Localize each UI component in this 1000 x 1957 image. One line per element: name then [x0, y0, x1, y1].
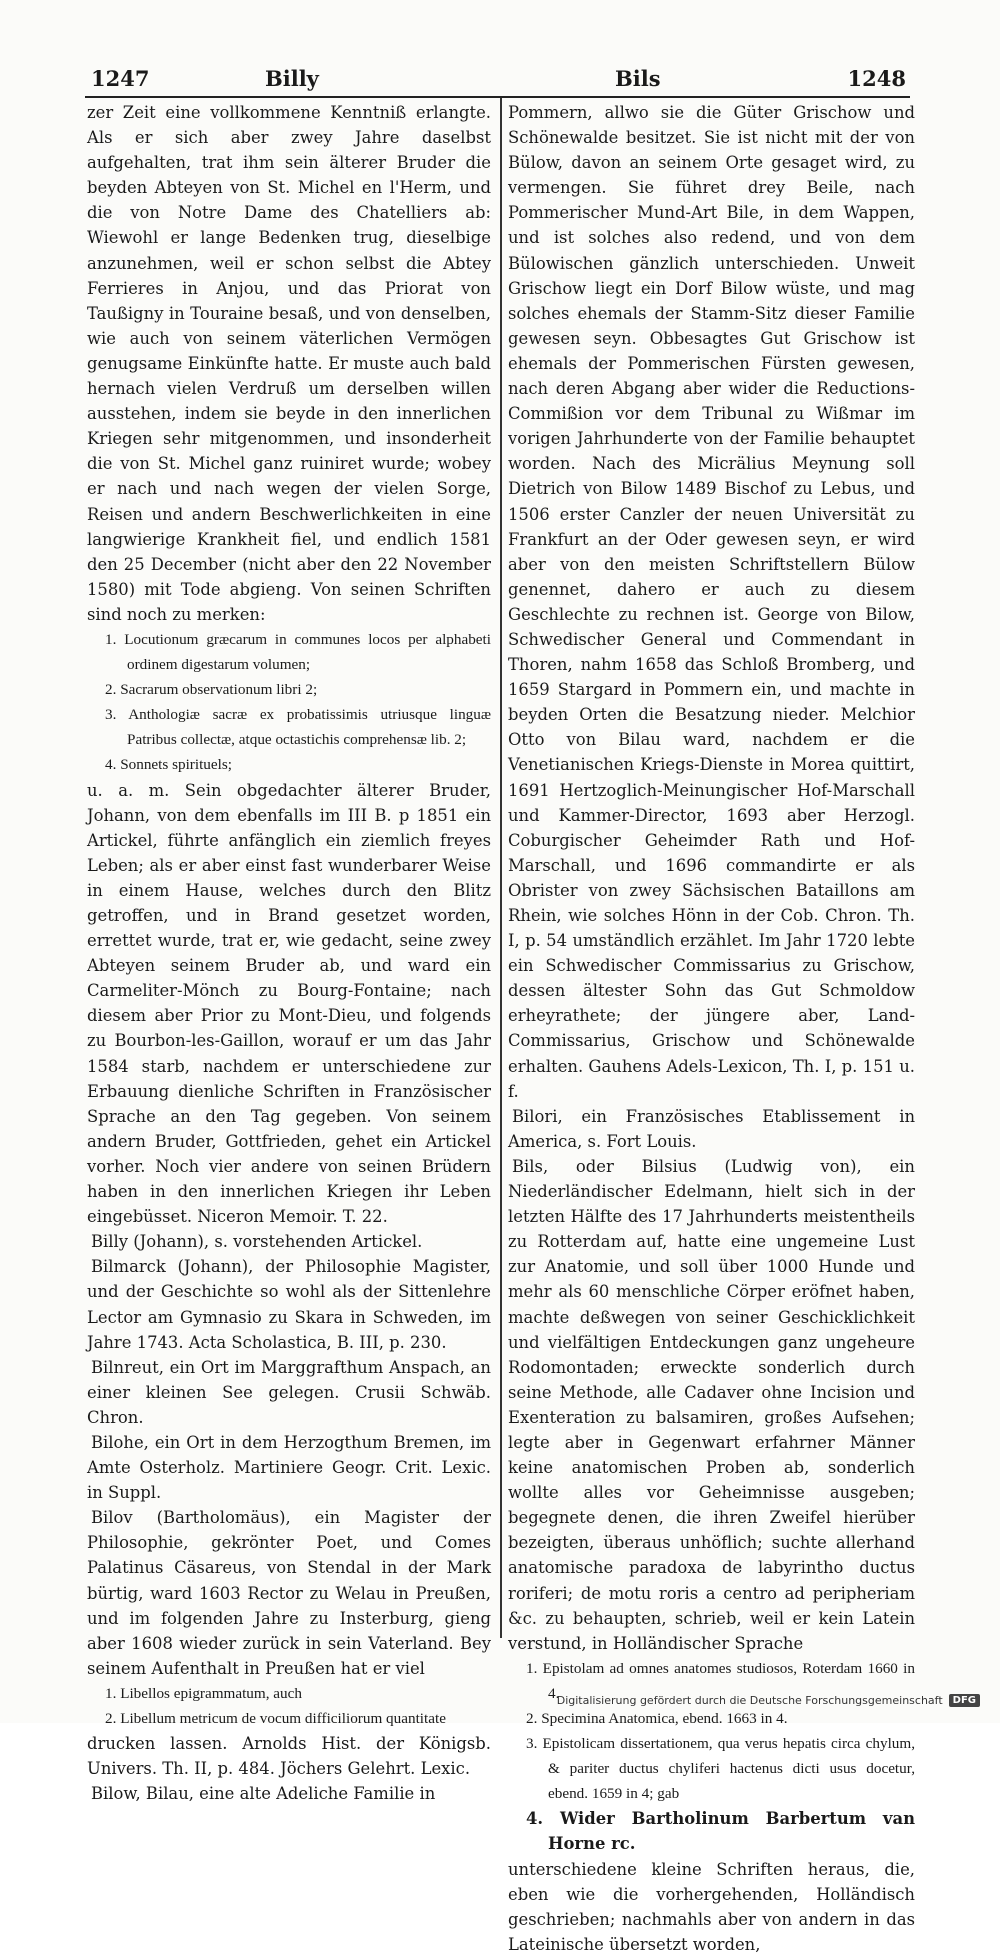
entry-bilov: Bilov (Bartholomäus), ein Magister der Philosophie, gekrönter Poet, und Comes Palatinus Cäsareus, von Stendal in der Mark bürtig, ward 1603 Rector zu Welau in Preußen, und im folgenden Jahre zu Insterburg, gieng aber 1608 wieder zurück in sein Vaterland. Bey seinem Aufenthalt in Preußen hat er viel	[87, 1508, 491, 1678]
entry-bilmarck: Bilmarck (Johann), der Philosophie Magister, und der Geschichte so wohl als der Sittenlehre Lector am Gymnasio zu Skara in Schweden, im Jahre 1743. Acta Scholastica, B. III, p. 230.	[87, 1257, 491, 1352]
work-item: 4. Sonnets spirituels;	[105, 756, 232, 774]
paragraph: zer Zeit eine vollkommene Kenntniß erlangte. Als er sich aber zwey Jahre daselbst aufgehalten, trat ihm sein älterer Bruder die beyden Abteyen von St. Michel en l'Herm, und die von Notre Dame des Chatelliers ab: Wiewohl er lange Bedenken trug, dieselbige anzunehmen, weil er schon selbst die Abtey Ferrieres in Anjou, und das Priorat von Taußigny in Touraine besaß, und von denselben, wie auch von seinem väterlichen Vermögen genugsame Einkünfte hatte. Er muste auch bald hernach vielen Verdruß um derselben willen ausstehen, indem sie beyde in den innerlichen Kriegen sehr mitgenommen, und insonderheit die von St. Michel ganz ruiniret wurde; wobey er nach und nach wegen der vielen Sorge, Reisen und andern Beschwerlichkeiten in eine langwierige Krankheit fiel, und endlich 1581 den 25 December (nicht aber den 22 November 1580) mit Tode abgieng. Von seinen Schriften sind noch zu merken:	[87, 103, 491, 624]
work-item: 4. Wider Bartholinum Barbertum van Horne rc.	[526, 1809, 915, 1854]
entry-bils: Bils, oder Bilsius (Ludwig von), ein Niederländischer Edelmann, hielt sich in der letzten Hälfte des 17 Jahrhunderts meistentheils zu Rotterdam auf, hatte eine ungemeine Lust zur Anatomie, und soll über 1000 Hunde und mehr als 60 menschliche Cörper eröfnet haben, machte deßwegen von seiner Geschicklichkeit und vielfältigen Entdeckungen ganz ungeheure Rodomontaden; erweckte sonderlich durch seine Methode, alle Cadaver ohne Incision und Exenteration zu balsamiren, großes Aufsehen; legte aber in Gegenwart erfahrner Männer keine anatomischen Proben ab, sonderlich wollte alles vor Geheimnisse ausgeben; begegnete denen, die ihren Zweifel hierüber bezeigten, überaus unhöflich; suchte allerhand anatomische paradoxa de labyrintho ductus roriferi; de motu roris a centro ad peripheriam &c. zu behaupten, schrieb, weil er kein Latein verstund, in Holländischer Sprache	[508, 1156, 915, 1653]
work-item: 2. Libellum metricum de vocum difficiliorum quantitate	[105, 1710, 446, 1727]
work-item: 2. Specimina Anatomica, ebend. 1663 in 4.	[526, 1710, 788, 1727]
page-header	[85, 62, 910, 98]
left-page-number: 1247	[91, 66, 150, 91]
work-item: 1. Libellos epigrammatum, auch	[105, 1684, 302, 1702]
column-divider	[500, 98, 502, 1638]
entry-bilori: Bilori, ein Französisches Etablissement in America, s. Fort Louis.	[508, 1106, 915, 1151]
right-page-number: 1248	[847, 66, 906, 91]
paragraph: unterschiedene kleine Schriften heraus, die, eben wie die vorhergehenden, Holländisch geschrieben; nachmahls aber von andern in das Lateinische übersetzt worden,	[508, 1859, 915, 1954]
entry-billy: Billy (Johann), s. vorstehenden Artickel.	[91, 1232, 423, 1252]
work-item: 1. Epistolam ad omnes anatomes studiosos, Roterdam 1660 in 4.	[526, 1659, 915, 1702]
entry-bilnreut: Bilnreut, ein Ort im Marggrafthum Anspach, an einer kleinen See gelegen. Crusii Schwäb. Chron.	[87, 1357, 491, 1427]
paragraph: drucken lassen. Arnolds Hist. der Königsb. Univers. Th. II, p. 484. Jöchers Gelehrt. Lexic.	[87, 1734, 491, 1779]
paragraph: Pommern, allwo sie die Güter Grischow und Schönewalde besitzet. Sie ist nicht mit der von Bülow, davon an seinem Orte gesaget wird, zu vermengen. Sie führet drey Beile, nach Pommerischer Mund-Art Bile, in dem Wappen, und ist solches also redend, und von dem Bülowischen gänzlich unterschieden. Unweit Grischow liegt ein Dorf Bilow wüste, und mag solches ehemals der Stamm-Sitz dieser Familie gewesen seyn. Obbesagtes Gut Grischow ist ehemals der Pommerischen Fürsten gewesen, nach deren Abgang aber wider die Reductions-Commißion vor dem Tribunal zu Wißmar im vorigen Jahrhunderte von der Familie behauptet worden. Nach des Micrälius Meynung soll Dietrich von Bilow 1489 Bischof zu Lebus, und 1506 erster Canzler der neuen Universität zu Frankfurt an der Oder gewesen seyn, er wird aber von den meisten Schriftstellern Bülow genennet, dahero er auch zu diesem Geschlechte zu rechnen ist. George von Bilow, Schwedischer General und Commendant in Thoren, nahm 1658 das Schloß Bromberg, und 1659 Stargard in Pommern ein, und machte in beyden Orten die Besatzung nieder. Melchior Otto von Bilau ward, nachdem er die Venetianischen Kriegs-Dienste in Morea quittirt, 1691 Hertzoglich-Meinungischer Hof-Marschall und Kammer-Director, 1693 aber Herzogl. Coburgischer Geheimder Rath und Hof-Marschall, und 1696 commandirte er als Obrister von zwey Sächsischen Bataillons am Rhein, wie solches Hönn in der Cob. Chron. Th. I, p. 54 umständlich erzählet. Im Jahr 1720 lebte ein Schwedischer Commissarius zu Grischow, dessen ältester Sohn das Gut Schmoldow erheyrathete; der jüngere aber, Land-Commissarius, Grischow und Schönewalde erhalten. Gauhens Adels-Lexicon, Th. I, p. 151 u. f.	[508, 103, 915, 1101]
paragraph: u. a. m. Sein obgedachter älterer Bruder, Johann, von dem ebenfalls im III B. p 1851 ein Artickel, führte anfänglich ein ziemlich freyes Leben; als er aber einst fast wunderbarer Weise in einem Hause, welches durch den Blitz getroffen, und in Brand gesetzet worden, errettet wurde, trat er, wie gedacht, seine zwey Abteyen seinem Bruder ab, und ward ein Carmeliter-Mönch zu Bourg-Fontaine; nach diesem aber Prior zu Mont-Dieu, und folgends zu Bourbon-les-Gaillon, worauf er um das Jahr 1584 starb, nachdem er unterschiedene zur Erbauung dienliche Schriften in Französischer Sprache an den Tag gegeben. Von seinem andern Bruder, Gottfrieden, gehet ein Artickel vorher. Noch vier andere von seinen Brüdern haben in den innerlichen Kriegen ihr Leben eingebüsset. Niceron Memoir. T. 22.	[87, 780, 491, 1227]
work-item: 2. Sacrarum observationum libri 2;	[105, 681, 318, 699]
right-catchword: Bils	[615, 66, 661, 91]
entry-bilow: Bilow, Bilau, eine alte Adeliche Familie in	[91, 1784, 436, 1804]
left-catchword: Billy	[265, 66, 319, 91]
footer-credit: Digitalisierung gefördert durch die Deutsche Forschungsgemeinschaft	[556, 1694, 943, 1707]
work-item: 1. Locutionum græcarum in communes locos per alphabeti ordinem digestarum volumen;	[105, 630, 491, 674]
work-item: 3. Epistolicam dissertationem, qua verus hepatis circa chylum, & pariter ductus chyliferi hactenus dicti usus docetur, ebend. 1659 in 4; gab	[526, 1735, 915, 1803]
digitization-footer	[557, 1694, 980, 1707]
work-item: 3. Anthologiæ sacræ ex probatissimis utriusque linguæ Patribus collectæ, atque octastichis comprehensæ lib. 2;	[105, 706, 491, 749]
left-column	[87, 100, 491, 1804]
dfg-logo-icon: DFG	[949, 1694, 980, 1707]
entry-bilohe: Bilohe, ein Ort in dem Herzogthum Bremen, im Amte Osterholz. Martiniere Geogr. Crit. Lexic. in Suppl.	[87, 1432, 491, 1503]
